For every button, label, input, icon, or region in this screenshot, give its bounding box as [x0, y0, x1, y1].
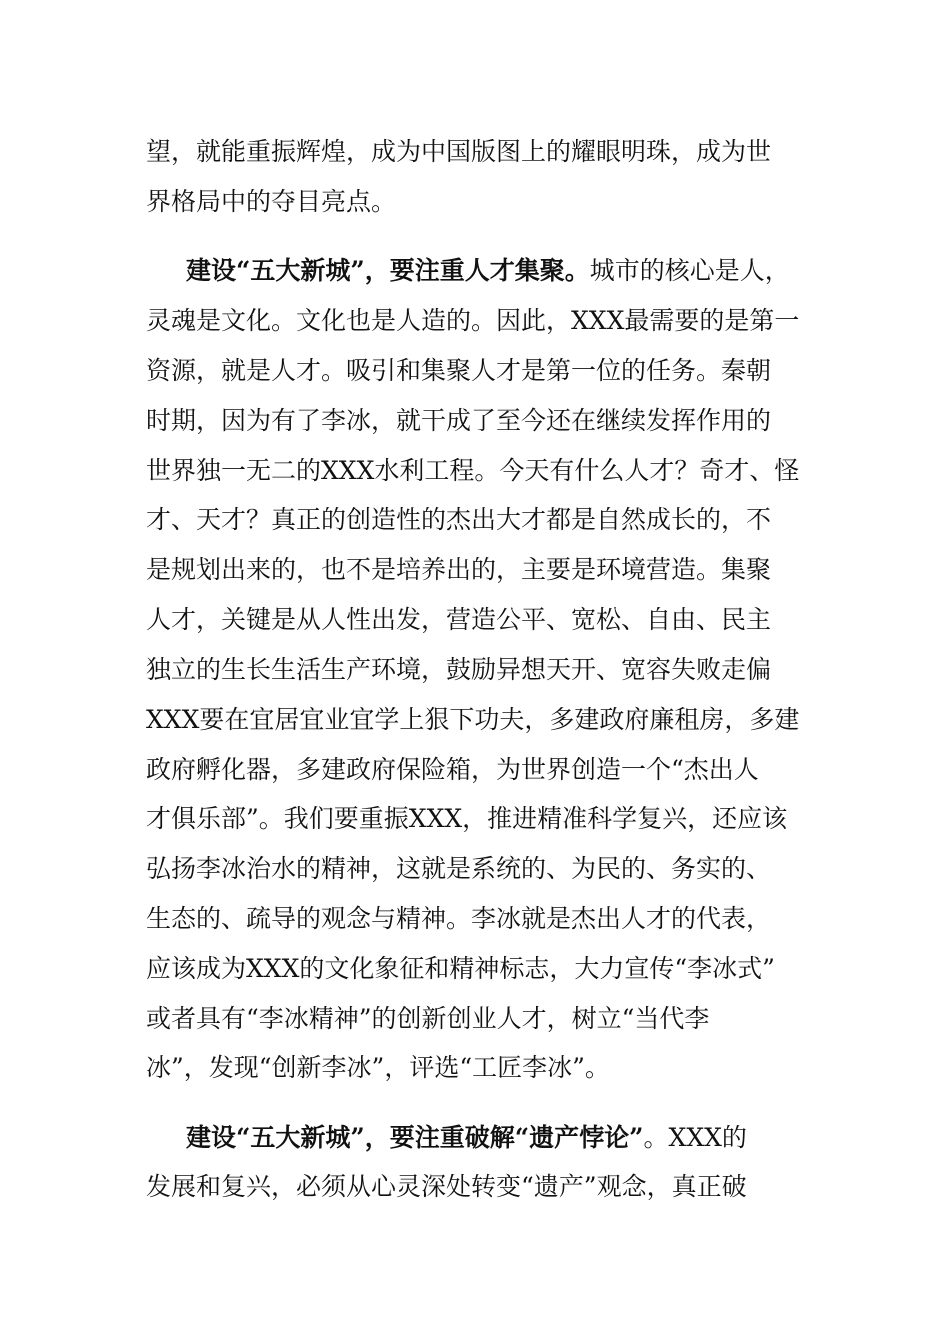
paragraph-2-line: 弘扬李冰治水的精神，这就是系统的、为民的、务实的、: [146, 854, 772, 883]
paragraph-3-heading: 建设“五大新城”，要注重破解“遗产悖论”: [186, 1123, 644, 1152]
paragraph-2-line: XXX要在宜居宜业宜学上狠下功夫，多建政府廉租房，多建: [146, 705, 800, 734]
paragraph-2-line: 才俱乐部”。我们要重振XXX，推进精准科学复兴，还应该: [146, 804, 788, 833]
paragraph-2-line: 生态的、疏导的观念与精神。李冰就是杰出人才的代表，: [146, 904, 772, 933]
paragraph-2-line: 或者具有“李冰精神”的创新创业人才，树立“当代李: [146, 1004, 710, 1033]
paragraph-3-line: 发展和复兴，必须从心灵深处转变“遗产”观念，真正破: [146, 1172, 747, 1201]
paragraph-2-line: 才、天才？真正的创造性的杰出大才都是自然成长的，不: [146, 505, 772, 534]
paragraph-1-line-2: 界格局中的夺目亮点。: [146, 187, 397, 216]
paragraph-2-line: 独立的生长生活生产环境，鼓励异想天开、宽容失败走偏: [146, 655, 772, 684]
paragraph-2-heading: 建设“五大新城”，要注重人才集聚。: [186, 256, 590, 285]
paragraph-2-line: 冰”，发现“创新李冰”，评选“工匠李冰”。: [146, 1053, 610, 1082]
paragraph-2-first-line: [186, 253, 790, 289]
paragraph-2-line: 时期，因为有了李冰，就干成了至今还在继续发挥作用的: [146, 406, 772, 435]
paragraph-2-line: 灵魂是文化。文化也是人造的。因此，XXX最需要的是第一: [146, 306, 800, 335]
paragraph-2-line: 资源，就是人才。吸引和集聚人才是第一位的任务。秦朝: [146, 356, 772, 385]
paragraph-3-first-line: [186, 1120, 747, 1156]
paragraph-1-line-1: 望，就能重振辉煌，成为中国版图上的耀眼明珠，成为世: [146, 137, 772, 166]
paragraph-2-line: 应该成为XXX的文化象征和精神标志，大力宣传“李冰式”: [146, 954, 775, 983]
paragraph-3-first-line-text: 。XXX的: [643, 1123, 747, 1152]
paragraph-2-line: 人才，关键是从人性出发，营造公平、宽松、自由、民主: [146, 605, 772, 634]
paragraph-2-line: 是规划出来的，也不是培养出的，主要是环境营造。集聚: [146, 555, 772, 584]
paragraph-2-line: 政府孵化器，多建政府保险箱，为世界创造一个“杰出人: [146, 755, 759, 784]
paragraph-2-line: 世界独一无二的XXX水利工程。今天有什么人才？奇才、怪: [146, 456, 800, 485]
paragraph-2-first-line-text: 城市的核心是人，: [589, 256, 790, 285]
